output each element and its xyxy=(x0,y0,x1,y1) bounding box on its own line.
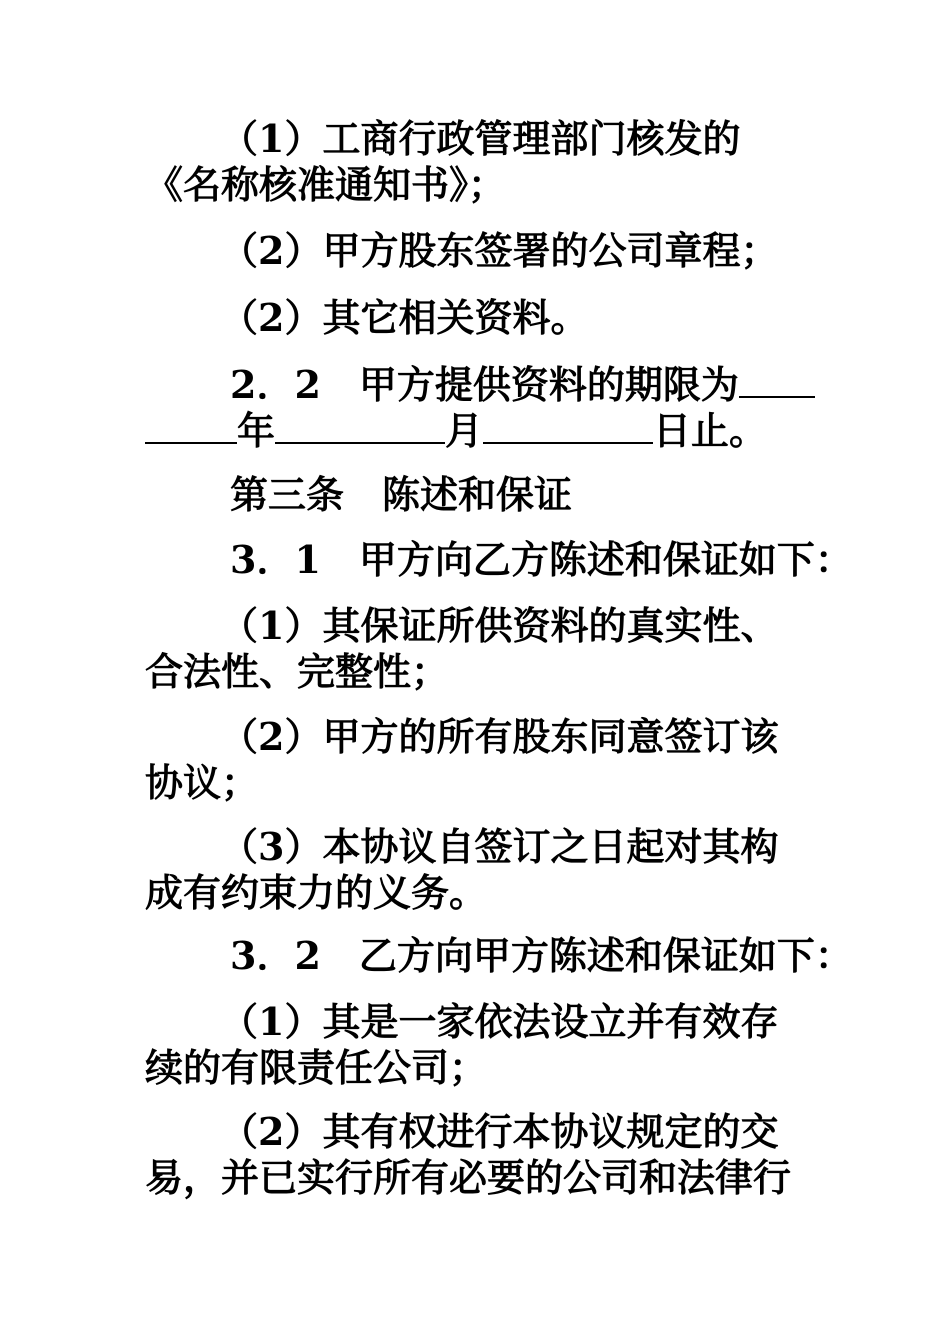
text-line: 成有约束力的义务。 xyxy=(145,870,488,915)
text-line: （3）本协议自签订之日起对其构 xyxy=(220,824,779,869)
paragraph-3-1-2 xyxy=(145,714,825,806)
blank-line xyxy=(145,408,237,444)
month-label: 月 xyxy=(445,408,484,453)
text-line xyxy=(145,408,825,454)
paragraph-1-1 xyxy=(145,116,825,208)
paragraph-3-2-1 xyxy=(145,999,825,1091)
text-line: 协议； xyxy=(145,760,260,805)
deadline-lead: 2．2 甲方提供资料的期限为 xyxy=(230,362,739,407)
paragraph-3-2-2 xyxy=(145,1109,825,1201)
text-line: 合法性、完整性； xyxy=(145,649,450,694)
text-line: （2）其它相关资料。 xyxy=(220,295,589,340)
text-line: 易，并已实行所有必要的公司和法律行 xyxy=(145,1155,792,1200)
blank-line xyxy=(275,408,445,444)
text-line: 续的有限责任公司； xyxy=(145,1045,488,1090)
heading-line: 第三条 陈述和保证 xyxy=(230,472,573,517)
year-label: 年 xyxy=(237,408,276,453)
text-line: （2）甲方的所有股东同意签订该 xyxy=(220,714,779,759)
text-line: 3．1 甲方向乙方陈述和保证如下： xyxy=(230,537,853,582)
paragraph-1-3 xyxy=(145,295,825,341)
paragraph-3-1-3 xyxy=(145,824,825,916)
paragraph-3-1-1 xyxy=(145,603,825,695)
paragraph-2-2 xyxy=(145,362,825,454)
day-label: 日止。 xyxy=(653,408,768,453)
text-line: 3．2 乙方向甲方陈述和保证如下： xyxy=(230,933,853,978)
article-3-heading xyxy=(145,472,825,518)
text-line xyxy=(145,362,825,408)
paragraph-3-2 xyxy=(145,933,853,979)
text-line: （1）其保证所供资料的真实性、 xyxy=(220,603,779,648)
text-line: （1）工商行政管理部门核发的 xyxy=(220,116,741,161)
paragraph-1-2 xyxy=(145,228,825,274)
text-line: （2）其有权进行本协议规定的交 xyxy=(220,1109,779,1154)
blank-line xyxy=(739,362,815,398)
paragraph-3-1 xyxy=(145,537,853,583)
blank-line xyxy=(483,408,653,444)
text-line: 《名称核准通知书》； xyxy=(145,162,507,207)
text-line: （2）甲方股东签署的公司章程； xyxy=(220,228,779,273)
text-line: （1）其是一家依法设立并有效存 xyxy=(220,999,779,1044)
